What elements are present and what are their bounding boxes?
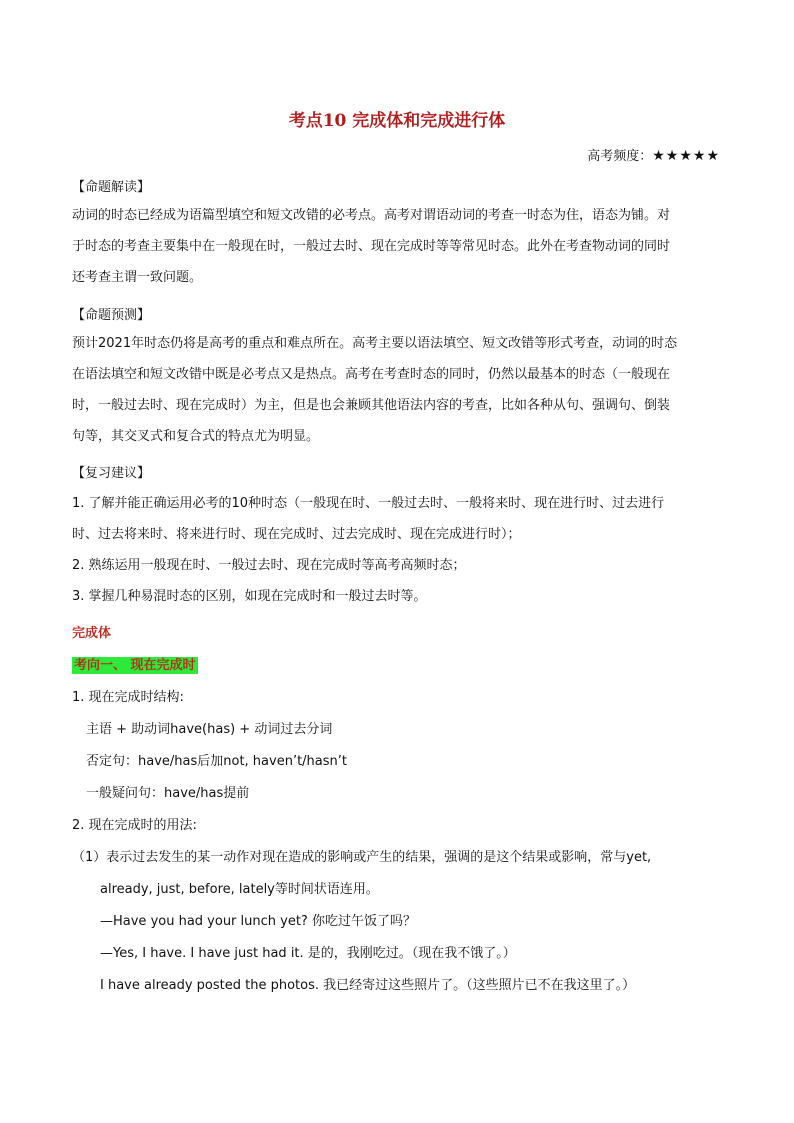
list-item: 时、过去将来时、将来进行时、现在完成时、过去完成时、现在完成进行时）； bbox=[72, 527, 521, 542]
paragraph-line: 于时态的考查主要集中在一般现在时，一般过去时、现在完成时等等常见时态。此外在考查物动词的同时 bbox=[72, 239, 671, 254]
star-rating-icon: ★★★★★ bbox=[652, 148, 720, 164]
paragraph-line: 在语法填空和短文改错中既是必考点又是热点。高考在考查时态的同时，仍然以最基本的时态（一般现在 bbox=[72, 367, 671, 382]
frequency-rating bbox=[587, 145, 720, 164]
paragraph-line: 时，一般过去时、现在完成时）为主，但是也会兼顾其他语法内容的考查，比如各种从句、强调句、倒装 bbox=[72, 398, 671, 413]
usage-heading: 2. 现在完成时的用法: bbox=[72, 818, 197, 833]
section-heading-suggestions: 【复习建议】 bbox=[72, 466, 151, 481]
list-item: 1. 了解并能正确运用必考的10种时态（一般现在时、一般过去时、一般将来时、现在进行时、过去进行 bbox=[72, 496, 665, 511]
paragraph-line: 动词的时态已经成为语篇型填空和短文改错的必考点。高考对谓语动词的考查一时态为住，语态为铺。对 bbox=[72, 208, 671, 223]
paragraph-line: 句等，其交叉式和复合式的特点尤为明显。 bbox=[72, 429, 320, 444]
highlighted-topic-label: 考向一、 现在完成时 bbox=[74, 658, 196, 673]
example-sentence: I have already posted the photos. 我已经寄过这些照片了。（这些照片已不在我这里了。） bbox=[100, 978, 636, 993]
completion-heading: 完成体 bbox=[72, 626, 112, 641]
topic-heading bbox=[72, 654, 198, 673]
usage-item-1-cont: already, just, before, lately等时间状语连用。 bbox=[100, 882, 379, 897]
paragraph-line: 预计2021年时态仍将是高考的重点和难点所在。高考主要以语法填空、短文改错等形式考查，动词的时态 bbox=[72, 336, 678, 351]
example-sentence: —Yes, I have. I have just had it. 是的，我刚吃过。（现在我不饿了。） bbox=[100, 946, 516, 961]
list-item: 3. 掌握几种易混时态的区别，如现在完成时和一般过去时等。 bbox=[72, 589, 427, 604]
section-heading-interpretation: 【命题解读】 bbox=[72, 180, 151, 195]
list-item: 2. 熟练运用一般现在时、一般过去时、现在完成时等高考高频时态； bbox=[72, 558, 466, 573]
question-form: 一般疑问句：have/has提前 bbox=[86, 786, 250, 801]
section-heading-prediction: 【命题预测】 bbox=[72, 308, 151, 323]
prediction-paragraph bbox=[72, 328, 722, 452]
usage-item-1: （1）表示过去发生的某一动作对现在造成的影响或产生的结果，强调的是这个结果或影响，常与yet, bbox=[72, 850, 652, 865]
paragraph-line: 还考查主谓一致问题。 bbox=[72, 270, 203, 285]
interpretation-paragraph bbox=[72, 200, 722, 293]
page-title: 考点10 完成体和完成进行体 bbox=[288, 111, 506, 131]
structure-formula: 主语 + 助动词have(has) + 动词过去分词 bbox=[86, 722, 333, 737]
frequency-label: 高考频度： bbox=[587, 149, 653, 164]
suggestions-list bbox=[72, 488, 722, 612]
negative-form: 否定句：have/has后加not, haven’t/hasn’t bbox=[86, 754, 348, 769]
example-sentence: —Have you had your lunch yet? 你吃过午饭了吗？ bbox=[100, 914, 416, 929]
structure-heading: 1. 现在完成时结构: bbox=[72, 690, 184, 705]
